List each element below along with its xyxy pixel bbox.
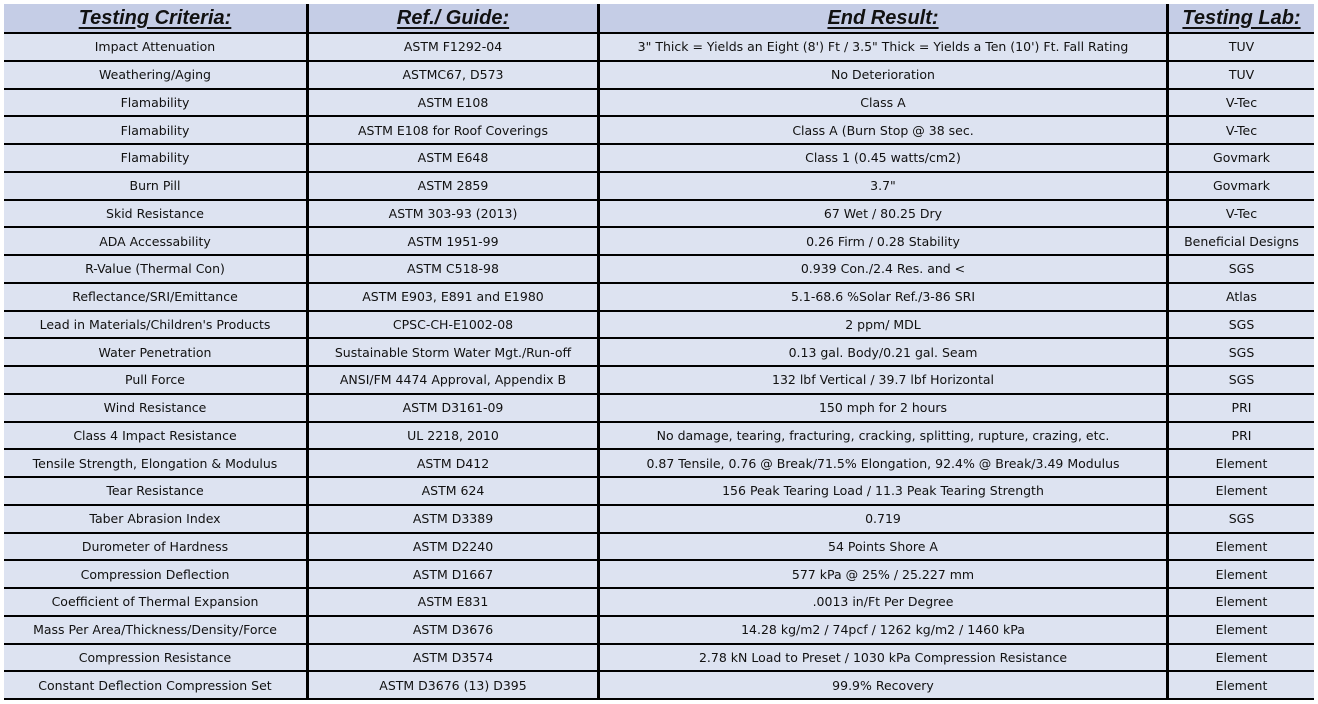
cell-testing-criteria: ADA Accessability [4, 228, 309, 256]
cell-end-result: 2.78 kN Load to Preset / 1030 kPa Compression Resistance [600, 645, 1169, 673]
table-row [4, 506, 1314, 534]
cell-end-result: 577 kPa @ 25% / 25.227 mm [600, 561, 1169, 589]
table-row [4, 367, 1314, 395]
cell-testing-lab: V-Tec [1169, 90, 1314, 118]
cell-end-result: 0.939 Con./2.4 Res. and < [600, 256, 1169, 284]
cell-end-result: No damage, tearing, fracturing, cracking, splitting, rupture, crazing, etc. [600, 423, 1169, 451]
header-end-result: End Result: [600, 4, 1169, 34]
table-row [4, 423, 1314, 451]
cell-testing-criteria: Impact Attenuation [4, 34, 309, 62]
cell-end-result: 0.13 gal. Body/0.21 gal. Seam [600, 339, 1169, 367]
cell-end-result: 0.87 Tensile, 0.76 @ Break/71.5% Elongation, 92.4% @ Break/3.49 Modulus [600, 450, 1169, 478]
cell-end-result: 0.719 [600, 506, 1169, 534]
cell-testing-lab: PRI [1169, 423, 1314, 451]
cell-testing-lab: PRI [1169, 395, 1314, 423]
cell-ref-guide: ASTM F1292-04 [309, 34, 600, 62]
cell-end-result: Class A [600, 90, 1169, 118]
cell-testing-lab: Element [1169, 672, 1314, 698]
cell-ref-guide: ASTM D3574 [309, 645, 600, 673]
cell-ref-guide: ANSI/FM 4474 Approval, Appendix B [309, 367, 600, 395]
cell-testing-criteria: Reflectance/SRI/Emittance [4, 284, 309, 312]
cell-ref-guide: ASTM D3161-09 [309, 395, 600, 423]
cell-end-result: Class 1 (0.45 watts/cm2) [600, 145, 1169, 173]
cell-testing-lab: Govmark [1169, 173, 1314, 201]
cell-ref-guide: Sustainable Storm Water Mgt./Run-off [309, 339, 600, 367]
table-row [4, 173, 1314, 201]
cell-end-result: 54 Points Shore A [600, 534, 1169, 562]
cell-ref-guide: ASTM 303-93 (2013) [309, 201, 600, 229]
cell-end-result: No Deterioration [600, 62, 1169, 90]
cell-end-result: 0.26 Firm / 0.28 Stability [600, 228, 1169, 256]
table-row [4, 284, 1314, 312]
table-row [4, 62, 1314, 90]
cell-testing-criteria: Durometer of Hardness [4, 534, 309, 562]
table-row [4, 645, 1314, 673]
cell-end-result: 5.1-68.6 %Solar Ref./3-86 SRI [600, 284, 1169, 312]
cell-testing-criteria: Pull Force [4, 367, 309, 395]
cell-end-result: 150 mph for 2 hours [600, 395, 1169, 423]
cell-ref-guide: ASTM 2859 [309, 173, 600, 201]
header-testing-lab: Testing Lab: [1169, 4, 1314, 34]
cell-testing-criteria: Tear Resistance [4, 478, 309, 506]
cell-end-result: Class A (Burn Stop @ 38 sec. [600, 117, 1169, 145]
cell-ref-guide: ASTM E903, E891 and E1980 [309, 284, 600, 312]
cell-testing-lab: SGS [1169, 367, 1314, 395]
cell-testing-criteria: Wind Resistance [4, 395, 309, 423]
table-row [4, 534, 1314, 562]
cell-ref-guide: ASTM D1667 [309, 561, 600, 589]
cell-testing-lab: Beneficial Designs [1169, 228, 1314, 256]
cell-testing-lab: Govmark [1169, 145, 1314, 173]
cell-end-result: 3.7" [600, 173, 1169, 201]
cell-testing-criteria: Compression Deflection [4, 561, 309, 589]
table-row [4, 201, 1314, 229]
cell-testing-criteria: Burn Pill [4, 173, 309, 201]
cell-testing-lab: TUV [1169, 62, 1314, 90]
header-ref-guide: Ref./ Guide: [309, 4, 600, 34]
cell-testing-criteria: Skid Resistance [4, 201, 309, 229]
cell-testing-lab: SGS [1169, 506, 1314, 534]
table-row [4, 312, 1314, 340]
cell-ref-guide: ASTM D2240 [309, 534, 600, 562]
table-row [4, 339, 1314, 367]
cell-ref-guide: ASTM C518-98 [309, 256, 600, 284]
table-row [4, 589, 1314, 617]
table-row [4, 256, 1314, 284]
cell-end-result: 99.9% Recovery [600, 672, 1169, 698]
cell-ref-guide: CPSC-CH-E1002-08 [309, 312, 600, 340]
table-row [4, 395, 1314, 423]
cell-testing-lab: Element [1169, 561, 1314, 589]
cell-testing-lab: V-Tec [1169, 117, 1314, 145]
header-testing-criteria: Testing Criteria: [4, 4, 309, 34]
cell-testing-criteria: Compression Resistance [4, 645, 309, 673]
cell-testing-lab: Element [1169, 450, 1314, 478]
cell-testing-lab: Element [1169, 478, 1314, 506]
cell-ref-guide: ASTM E108 [309, 90, 600, 118]
table-row [4, 478, 1314, 506]
testing-results-table [4, 4, 1314, 698]
cell-testing-lab: Atlas [1169, 284, 1314, 312]
cell-ref-guide: ASTM D3676 [309, 617, 600, 645]
table-body [4, 34, 1314, 698]
table-row [4, 34, 1314, 62]
cell-end-result: 67 Wet / 80.25 Dry [600, 201, 1169, 229]
cell-end-result: 3" Thick = Yields an Eight (8') Ft / 3.5" Thick = Yields a Ten (10') Ft. Fall Rating [600, 34, 1169, 62]
cell-testing-lab: TUV [1169, 34, 1314, 62]
cell-testing-criteria: Flamability [4, 90, 309, 118]
cell-testing-lab: SGS [1169, 312, 1314, 340]
cell-testing-criteria: Mass Per Area/Thickness/Density/Force [4, 617, 309, 645]
cell-testing-criteria: Water Penetration [4, 339, 309, 367]
header-row [4, 4, 1314, 34]
cell-testing-lab: Element [1169, 534, 1314, 562]
cell-testing-criteria: Lead in Materials/Children's Products [4, 312, 309, 340]
cell-end-result: 14.28 kg/m2 / 74pcf / 1262 kg/m2 / 1460 kPa [600, 617, 1169, 645]
cell-end-result: 132 lbf Vertical / 39.7 lbf Horizontal [600, 367, 1169, 395]
cell-testing-criteria: Weathering/Aging [4, 62, 309, 90]
cell-testing-lab: SGS [1169, 256, 1314, 284]
cell-ref-guide: ASTM D3676 (13) D395 [309, 672, 600, 698]
cell-ref-guide: ASTM E108 for Roof Coverings [309, 117, 600, 145]
cell-testing-lab: SGS [1169, 339, 1314, 367]
cell-ref-guide: ASTM D3389 [309, 506, 600, 534]
table-row [4, 672, 1314, 698]
table-row [4, 117, 1314, 145]
cell-testing-criteria: Flamability [4, 145, 309, 173]
table-row [4, 450, 1314, 478]
cell-testing-lab: Element [1169, 645, 1314, 673]
cell-ref-guide: ASTM 624 [309, 478, 600, 506]
cell-testing-criteria: Constant Deflection Compression Set [4, 672, 309, 698]
cell-testing-lab: V-Tec [1169, 201, 1314, 229]
cell-end-result: .0013 in/Ft Per Degree [600, 589, 1169, 617]
cell-end-result: 156 Peak Tearing Load / 11.3 Peak Tearing Strength [600, 478, 1169, 506]
cell-testing-criteria: Flamability [4, 117, 309, 145]
table-row [4, 145, 1314, 173]
cell-ref-guide: ASTMC67, D573 [309, 62, 600, 90]
cell-ref-guide: ASTM 1951-99 [309, 228, 600, 256]
cell-testing-criteria: Taber Abrasion Index [4, 506, 309, 534]
cell-end-result: 2 ppm/ MDL [600, 312, 1169, 340]
cell-testing-criteria: Coefficient of Thermal Expansion [4, 589, 309, 617]
table-row [4, 561, 1314, 589]
cell-ref-guide: ASTM E831 [309, 589, 600, 617]
cell-testing-criteria: Tensile Strength, Elongation & Modulus [4, 450, 309, 478]
table-row [4, 228, 1314, 256]
cell-testing-lab: Element [1169, 617, 1314, 645]
table-row [4, 617, 1314, 645]
cell-testing-lab: Element [1169, 589, 1314, 617]
cell-ref-guide: UL 2218, 2010 [309, 423, 600, 451]
cell-testing-criteria: Class 4 Impact Resistance [4, 423, 309, 451]
cell-ref-guide: ASTM E648 [309, 145, 600, 173]
testing-results-sheet [4, 4, 1314, 700]
cell-testing-criteria: R-Value (Thermal Con) [4, 256, 309, 284]
table-row [4, 90, 1314, 118]
cell-ref-guide: ASTM D412 [309, 450, 600, 478]
